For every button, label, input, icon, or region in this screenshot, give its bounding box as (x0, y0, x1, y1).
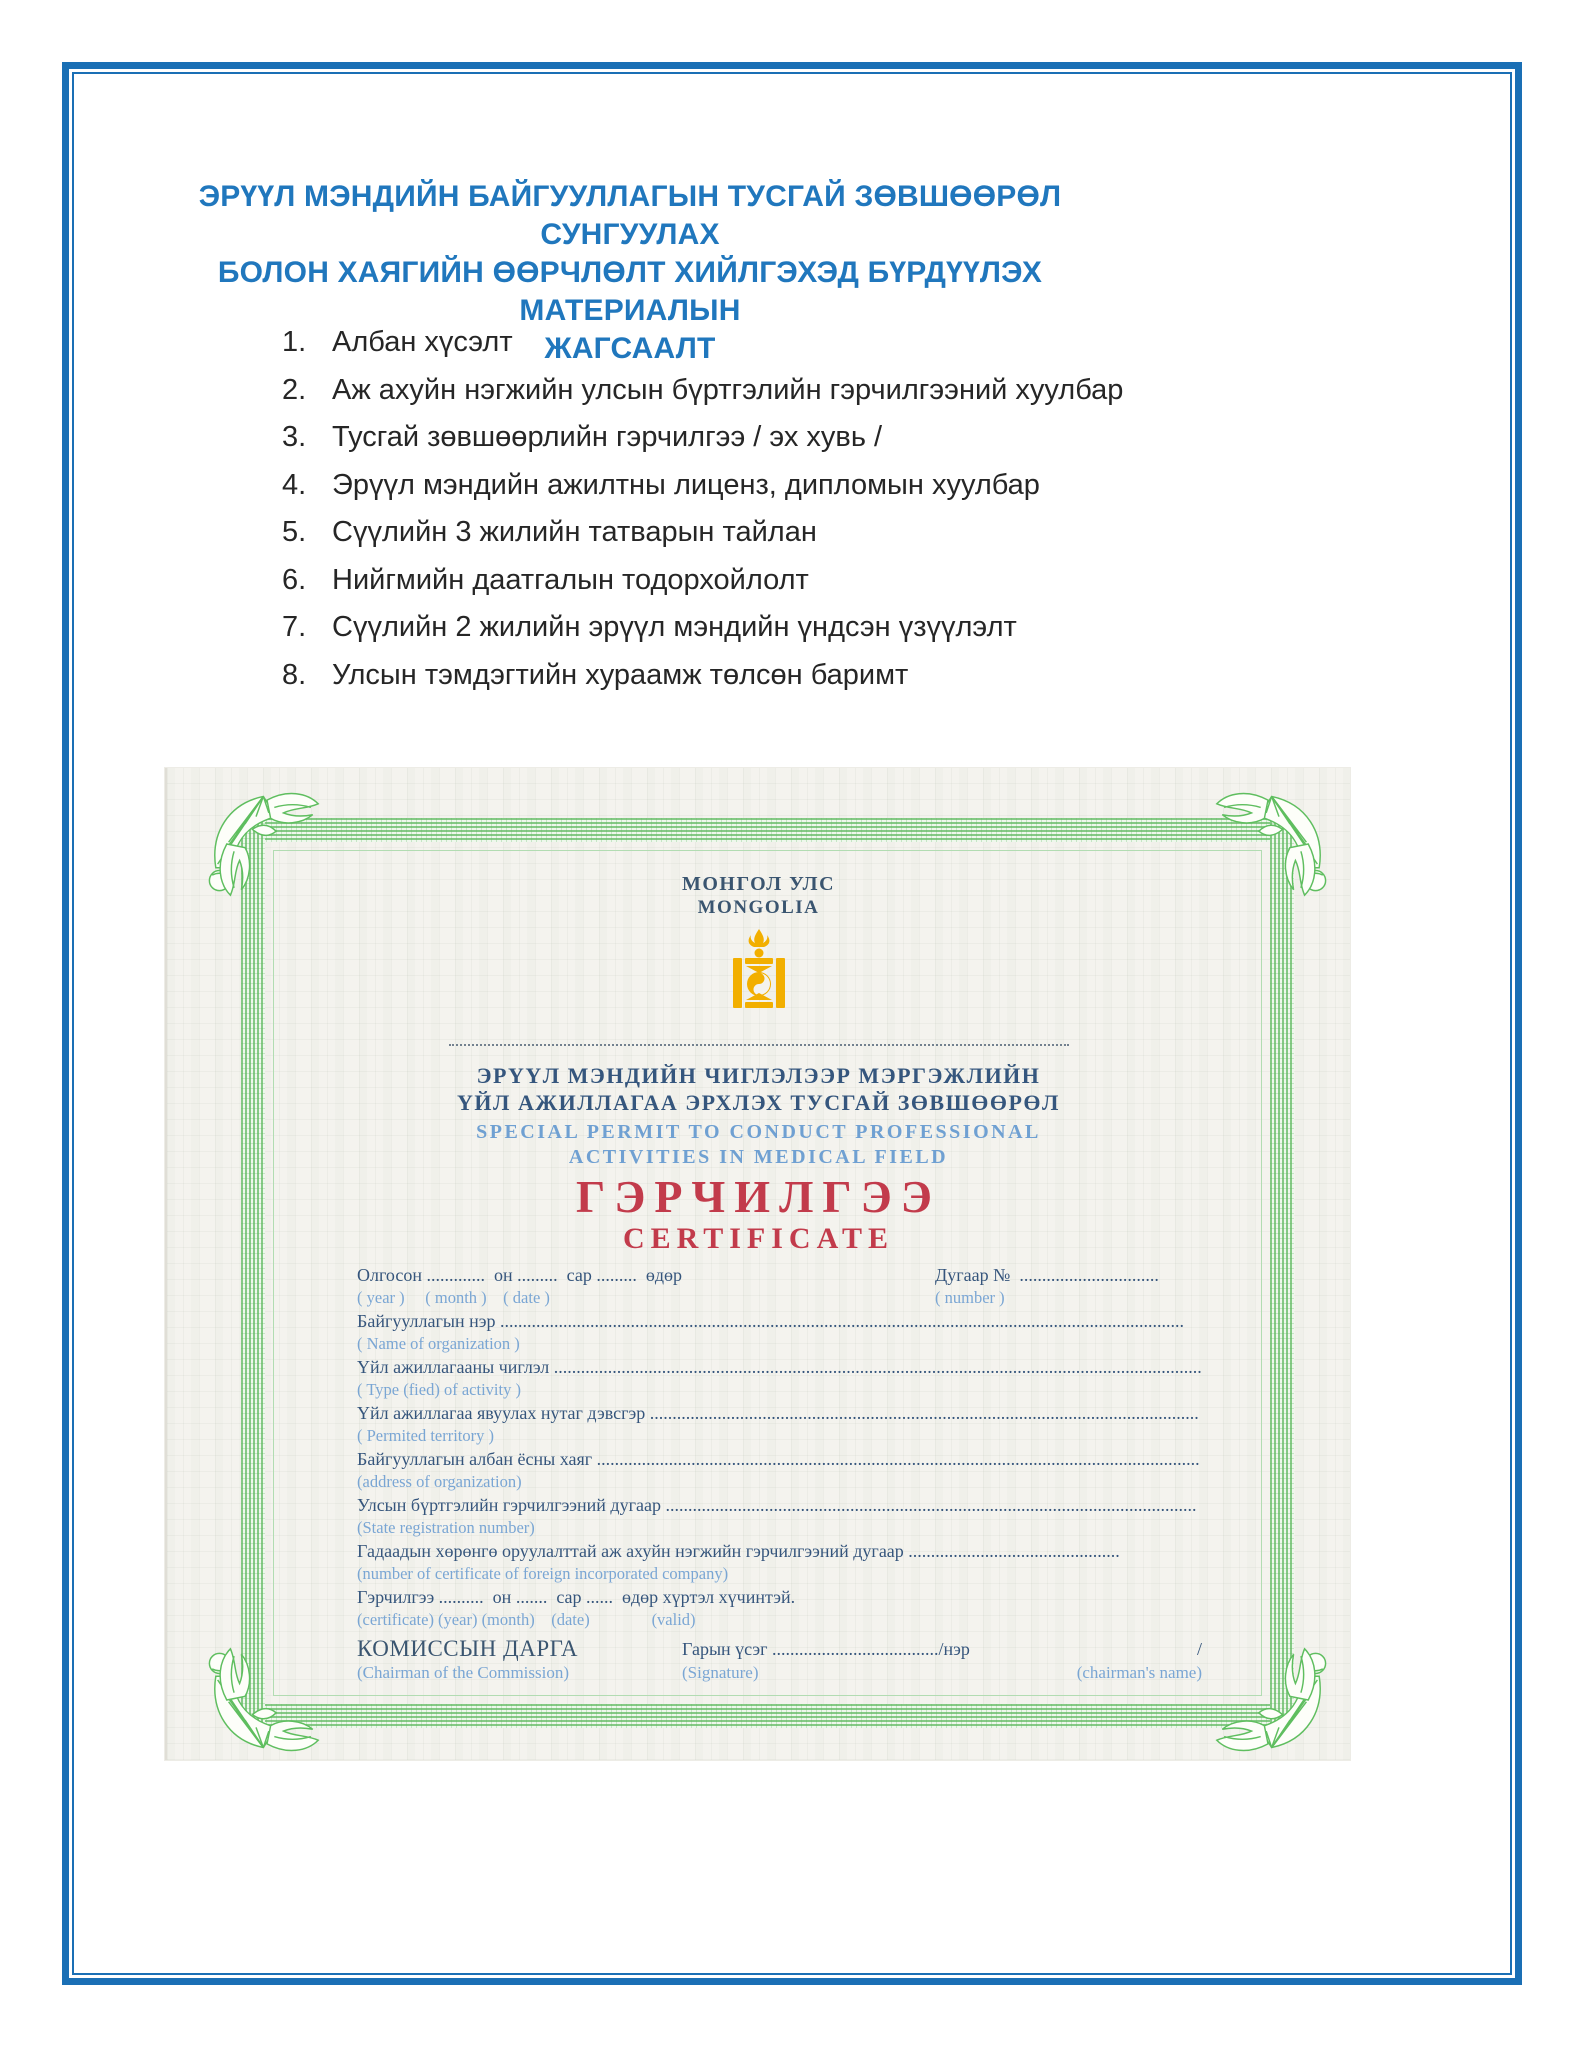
list-item-number: 3. (282, 421, 307, 453)
field-row-organization-name (357, 1310, 1202, 1354)
list-item-text: Аж ахуйн нэгжийн улсын бүртгэлийн гэрчилгээний хуулбар (332, 373, 1124, 406)
list-item-text: Сүүлийн 3 жилийн татварын тайлан (332, 516, 817, 548)
page-title-line3: ЖАГСААЛТ (544, 332, 716, 365)
list-item-text: Сүүлийн 2 жилийн эрүүл мэндийн үндсэн үзүүлэлт (332, 611, 1017, 643)
list-item (282, 564, 1362, 612)
signature-line-sub: (Signature) (682, 1663, 759, 1682)
list-item-text: Нийгмийн даатгалын тодорхойлолт (332, 563, 809, 596)
field-number (935, 1264, 1202, 1308)
list-item-number: 7. (282, 611, 307, 643)
list-item-number: 4. (282, 468, 307, 501)
chairman-title: КОМИССЫН ДАРГА (357, 1636, 579, 1661)
certificate-title-mn-line2: ҮЙЛ АЖИЛЛАГАА ЭРХЛЭХ ТУСГАЙ ЗӨВШӨӨРӨЛ (457, 1090, 1060, 1115)
field-sublabel: ( year ) ( month ) ( date ) (357, 1288, 550, 1307)
list-item-number: 2. (282, 373, 307, 406)
field-label: Үйл ажиллагаа явуулах нутаг дэвсгэр .......................................................................................................................... (357, 1403, 1199, 1423)
field-label: Гэрчилгээ .......... он ....... сар ...... өдөр хүртэл хүчинтэй. (357, 1587, 796, 1607)
list-item (282, 326, 1362, 374)
certificate-title-en-line1: SPECIAL PERMIT TO CONDUCT PROFESSIONAL (476, 1121, 1041, 1143)
certificate-scan (165, 768, 1350, 1760)
list-item-number: 1. (282, 326, 307, 358)
list-item (282, 516, 1362, 564)
certificate-country-mn: МОНГОЛ УЛС (681, 873, 836, 895)
field-sublabel: ( Permited territory ) (357, 1426, 494, 1445)
certificate-country-en: MONGOLIA (697, 897, 820, 918)
field-row-permitted-territory (357, 1402, 1202, 1446)
field-sublabel: (State registration number) (357, 1518, 535, 1537)
page-title-line2: БОЛОН ХАЯГИЙН ӨӨРЧЛӨЛТ ХИЙЛГЭХЭД БҮРДҮҮЛЭХ МАТЕРИАЛЫН (217, 256, 1043, 327)
field-label: Олгосон ............. он ......... сар ......... өдөр (357, 1265, 682, 1285)
chairman-name-sub: (chairman's name) (1076, 1663, 1202, 1682)
signature-block (682, 1636, 970, 1684)
list-item (282, 611, 1362, 659)
list-item (282, 421, 1362, 469)
list-item (282, 659, 1362, 707)
dotted-separator (449, 1044, 1069, 1046)
field-sublabel: (certificate) (year) (month) (date) (valid) (357, 1610, 696, 1629)
list-item (282, 374, 1362, 422)
field-row-activity-type (357, 1356, 1202, 1400)
certificate-name-mn: ГЭРЧИЛГЭЭ (575, 1171, 942, 1222)
field-row-state-registration (357, 1494, 1202, 1538)
field-label: Үйл ажиллагааны чиглэл ................................................................................................................................................ (357, 1357, 1202, 1377)
signature-line: Гарын үсэг ...................................../нэр (682, 1639, 970, 1659)
list-item-number: 6. (282, 563, 307, 596)
list-item-number: 5. (282, 516, 307, 548)
certificate-name-en: CERTIFICATE (622, 1222, 895, 1255)
chairman-name-slash: / (1196, 1639, 1202, 1659)
field-label: Дугаар № ............................... (935, 1265, 1159, 1285)
certificate-title-mn (167, 1062, 1350, 1116)
certificate-form (357, 1264, 1202, 1688)
chairman-title-sub: (Chairman of the Commission) (357, 1663, 570, 1682)
certificate-content (167, 768, 1350, 1760)
list-item-text: Эрүүл мэндийн ажилтны лиценз, дипломын хуулбар (332, 468, 1040, 501)
field-sublabel: ( Name of organization ) (357, 1334, 520, 1353)
field-row-foreign-company (357, 1540, 1202, 1584)
field-sublabel: (number of certificate of foreign incorporated company) (357, 1564, 729, 1583)
field-sublabel: (address of organization) (357, 1472, 522, 1491)
list-item-text: Тусгай зөвшөөрлийн гэрчилгээ / эх хувь / (332, 421, 883, 453)
certificate-title-en (167, 1120, 1350, 1170)
field-label: Байгууллагын албан ёсны хаяг ...................................................................................................................................... (357, 1449, 1200, 1469)
field-row-issued-date (357, 1264, 1202, 1308)
field-label: Байгууллагын нэр ........................................................................................................................................................ (357, 1311, 1184, 1331)
field-sublabel: ( Type (fied) of activity ) (357, 1380, 521, 1399)
list-item-text: Улсын тэмдэгтийн хураамж төлсөн баримт (332, 658, 909, 691)
list-item-number: 8. (282, 658, 307, 691)
signature-row (357, 1636, 1202, 1688)
requirements-list (282, 326, 1362, 706)
soyombo-emblem-icon (732, 928, 786, 1010)
field-sublabel: ( number ) (935, 1288, 1005, 1307)
field-row-address (357, 1448, 1202, 1492)
chairman-name-block (1077, 1636, 1202, 1684)
list-item (282, 469, 1362, 517)
field-label: Гадаадын хөрөнгө оруулалттай аж ахуйн нэгжийн гэрчилгээний дугаар ............................................... (357, 1541, 1120, 1561)
field-label: Улсын бүртгэлийн гэрчилгээний дугаар ...................................................................................................................... (357, 1495, 1197, 1515)
page-title-line1: ЭРҮҮЛ МЭНДИЙН БАЙГУУЛЛАГЫН ТУСГАЙ ЗӨВШӨӨРӨЛ СУНГУУЛАХ (198, 180, 1062, 251)
certificate-title-mn-line1: ЭРҮҮЛ МЭНДИЙН ЧИГЛЭЛЭЭР МЭРГЭЖЛИЙН (476, 1063, 1041, 1088)
list-item-text: Албан хүсэлт (332, 326, 513, 358)
field-row-validity (357, 1586, 1202, 1630)
certificate-title-en-line2: ACTIVITIES IN MEDICAL FIELD (568, 1146, 949, 1168)
